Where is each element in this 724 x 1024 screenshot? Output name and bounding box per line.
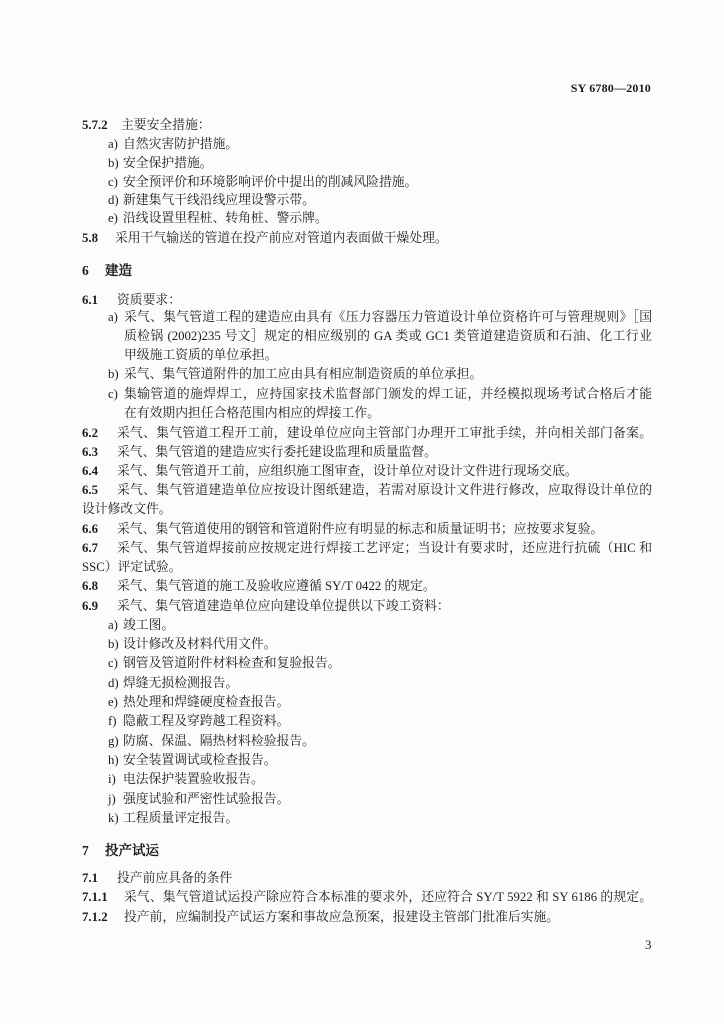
clause-6-3 <box>0 443 724 462</box>
clause-continuation <box>0 558 724 577</box>
list-item <box>0 135 724 154</box>
clause-number: 6.8 <box>82 579 98 593</box>
clause-7-1-2 <box>0 908 724 927</box>
list-item-continuation <box>0 346 724 365</box>
clause-number: 7.1.2 <box>82 910 108 924</box>
list-item-text: 工程质量评定报告。 <box>123 811 239 825</box>
chapter-title: 投产试运 <box>105 843 159 858</box>
chapter-number: 6 <box>82 263 89 278</box>
clause-number: 6.3 <box>82 445 98 459</box>
clause-text: SSC）评定试验。 <box>82 560 182 574</box>
clause-text: 投产前，应编制投产试运方案和事故应急预案，报建设主管部门批准后实施。 <box>124 910 560 924</box>
list-item-label: c) <box>108 656 118 670</box>
clause-5-8 <box>0 229 724 248</box>
list-item-label: i) <box>108 772 116 786</box>
list-item-text: 热处理和焊缝硬度检查报告。 <box>123 695 290 709</box>
list-item <box>0 732 724 751</box>
list-item-label: g) <box>108 734 119 748</box>
list-item-text: 电法保护装置验收报告。 <box>123 772 264 786</box>
clause-number: 6.5 <box>82 483 98 497</box>
chapter-number: 7 <box>82 843 89 858</box>
list-item <box>0 616 724 635</box>
clause-number: 6.7 <box>82 541 98 555</box>
list-item-text: 集输管道的施焊焊工，应持国家技术监督部门颁发的焊工证，并经模拟现场考试合格后才能 <box>124 387 652 401</box>
clause-text: 采气、集气管道焊接前应按规定进行焊接工艺评定；当设计有要求时，还应进行抗硫（HIC 和 <box>117 541 652 555</box>
clause-text: 采气、集气管道的建造应实行委托建设监理和质量监督。 <box>117 445 437 459</box>
list-item <box>0 654 724 673</box>
list-item <box>0 693 724 712</box>
list-item-label: b) <box>108 637 119 651</box>
list-item-text: 新建集气干线沿线应埋设警示带。 <box>123 193 315 207</box>
clause-line <box>0 481 724 500</box>
clause-7-1 <box>0 869 724 888</box>
clause-title: 采气、集气管道建造单位应向建设单位提供以下竣工资料： <box>117 599 450 613</box>
clause-6-2 <box>0 424 724 443</box>
list-item-text: 沿线设置里程桩、转角桩、警示牌。 <box>123 211 328 225</box>
list-item-label: d) <box>108 193 119 207</box>
list-item-label: c) <box>108 175 118 189</box>
clause-heading-line <box>0 597 724 616</box>
list-item <box>0 751 724 770</box>
list-item-text: 竣工图。 <box>123 618 175 632</box>
list-item-label: b) <box>108 367 119 381</box>
list-item <box>0 365 724 384</box>
clause-title: 主要安全措施： <box>121 118 211 132</box>
clause-number: 7.1 <box>82 871 98 885</box>
list-item-text: 甲级施工资质的单位承担。 <box>124 348 278 362</box>
clause-continuation <box>0 500 724 519</box>
list-item-text: 设计修改及材料代用文件。 <box>123 637 277 651</box>
list-item <box>0 809 724 828</box>
list-item <box>0 191 724 210</box>
list-item-label: j) <box>108 792 116 806</box>
list-item-text: 采气、集气管道附件的加工应由具有相应制造资质的单位承担。 <box>124 367 483 381</box>
standard-code-header: SY 6780—2010 <box>570 81 651 95</box>
clause-text: 设计修改文件。 <box>82 502 172 516</box>
list-item-text: 采气、集气管道工程的建造应由具有《压力容器压力管道设计单位资格许可与管理规则》［国 <box>124 310 652 324</box>
list-item-label: e) <box>108 695 118 709</box>
page-number: 3 <box>645 937 652 952</box>
clause-text: 采气、集气管道建造单位应按设计图纸建造，若需对原设计文件进行修改，应取得设计单位的 <box>117 483 652 497</box>
list-item-label: d) <box>108 676 119 690</box>
list-item <box>0 385 724 404</box>
list-item <box>0 209 724 228</box>
clause-text: 采用干气输送的管道在投产前应对管道内表面做干燥处理。 <box>115 231 448 245</box>
list-item-label: h) <box>108 753 119 767</box>
list-item <box>0 308 724 327</box>
list-item <box>0 712 724 731</box>
list-item-label: e) <box>108 211 118 225</box>
list-item <box>0 154 724 173</box>
clause-6-8 <box>0 577 724 596</box>
list-item-continuation <box>0 404 724 423</box>
list-item-label: a) <box>108 618 118 632</box>
clause-number: 5.8 <box>82 231 98 245</box>
clause-number: 6.6 <box>82 522 98 536</box>
clause-text: 采气、集气管道使用的钢管和管道附件应有明显的标志和质量证明书；应按要求复验。 <box>117 522 604 536</box>
chapter-6-heading <box>0 261 724 280</box>
list-item-text: 质检锅 (2002)235 号文］规定的相应级别的 GA 类或 GC1 类管道建造资质和石油、化工行业 <box>124 329 652 343</box>
clause-text: 采气、集气管道的施工及验收应遵循 SY/T 0422 的规定。 <box>117 579 436 593</box>
list-item-text: 强度试验和严密性试验报告。 <box>123 792 290 806</box>
list-item-label: a) <box>108 137 118 151</box>
list-item-text: 安全预评价和环境影响评价中提出的削减风险措施。 <box>123 175 418 189</box>
chapter-7-heading <box>0 841 724 860</box>
list-item-text: 隐蔽工程及穿跨越工程资料。 <box>123 714 290 728</box>
list-item-text: 自然灾害防护措施。 <box>123 137 239 151</box>
list-item <box>0 674 724 693</box>
clause-text: 采气、集气管道工程开工前，建设单位应向主管部门办理开工审批手续，并向相关部门备案。 <box>117 426 652 440</box>
clause-7-1-1 <box>0 888 724 907</box>
clause-number: 5.7.2 <box>82 118 108 132</box>
clause-number: 7.1.1 <box>82 890 108 904</box>
list-item <box>0 790 724 809</box>
clause-number: 6.9 <box>82 599 98 613</box>
list-item <box>0 770 724 789</box>
clause-line <box>0 539 724 558</box>
list-item-label: c) <box>108 387 118 401</box>
clause-6-4 <box>0 462 724 481</box>
clause-title: 投产前应具备的条件 <box>117 871 233 885</box>
list-item-continuation <box>0 327 724 346</box>
list-item-text: 安全保护措施。 <box>123 156 213 170</box>
clause-number: 6.4 <box>82 464 98 478</box>
list-item-text: 安全装置调试或检查报告。 <box>123 753 277 767</box>
list-item-text: 在有效期内担任合格范围内相应的焊接工作。 <box>124 406 380 420</box>
clause-number: 6.2 <box>82 426 98 440</box>
clause-number: 6.1 <box>82 293 98 307</box>
clause-text: 采气、集气管道试运投产除应符合本标准的要求外，还应符合 SY/T 5922 和 SY 6186 的规定。 <box>124 890 652 904</box>
list-item <box>0 173 724 192</box>
list-item-label: f) <box>108 714 117 728</box>
list-item-text: 钢管及管道附件材料检查和复验报告。 <box>123 656 341 670</box>
list-item-label: k) <box>108 811 119 825</box>
chapter-title: 建造 <box>105 263 132 278</box>
list-item-label: a) <box>108 310 118 324</box>
list-item-text: 防腐、保温、隔热材料检验报告。 <box>123 734 315 748</box>
clause-heading-line <box>0 116 724 135</box>
list-item-label: b) <box>108 156 119 170</box>
clause-text: 采气、集气管道开工前，应组织施工图审查，设计单位对设计文件进行现场交底。 <box>117 464 578 478</box>
clause-title: 资质要求： <box>117 293 181 307</box>
clause-6-6 <box>0 520 724 539</box>
list-item-text: 焊缝无损检测报告。 <box>123 676 239 690</box>
list-item <box>0 635 724 654</box>
